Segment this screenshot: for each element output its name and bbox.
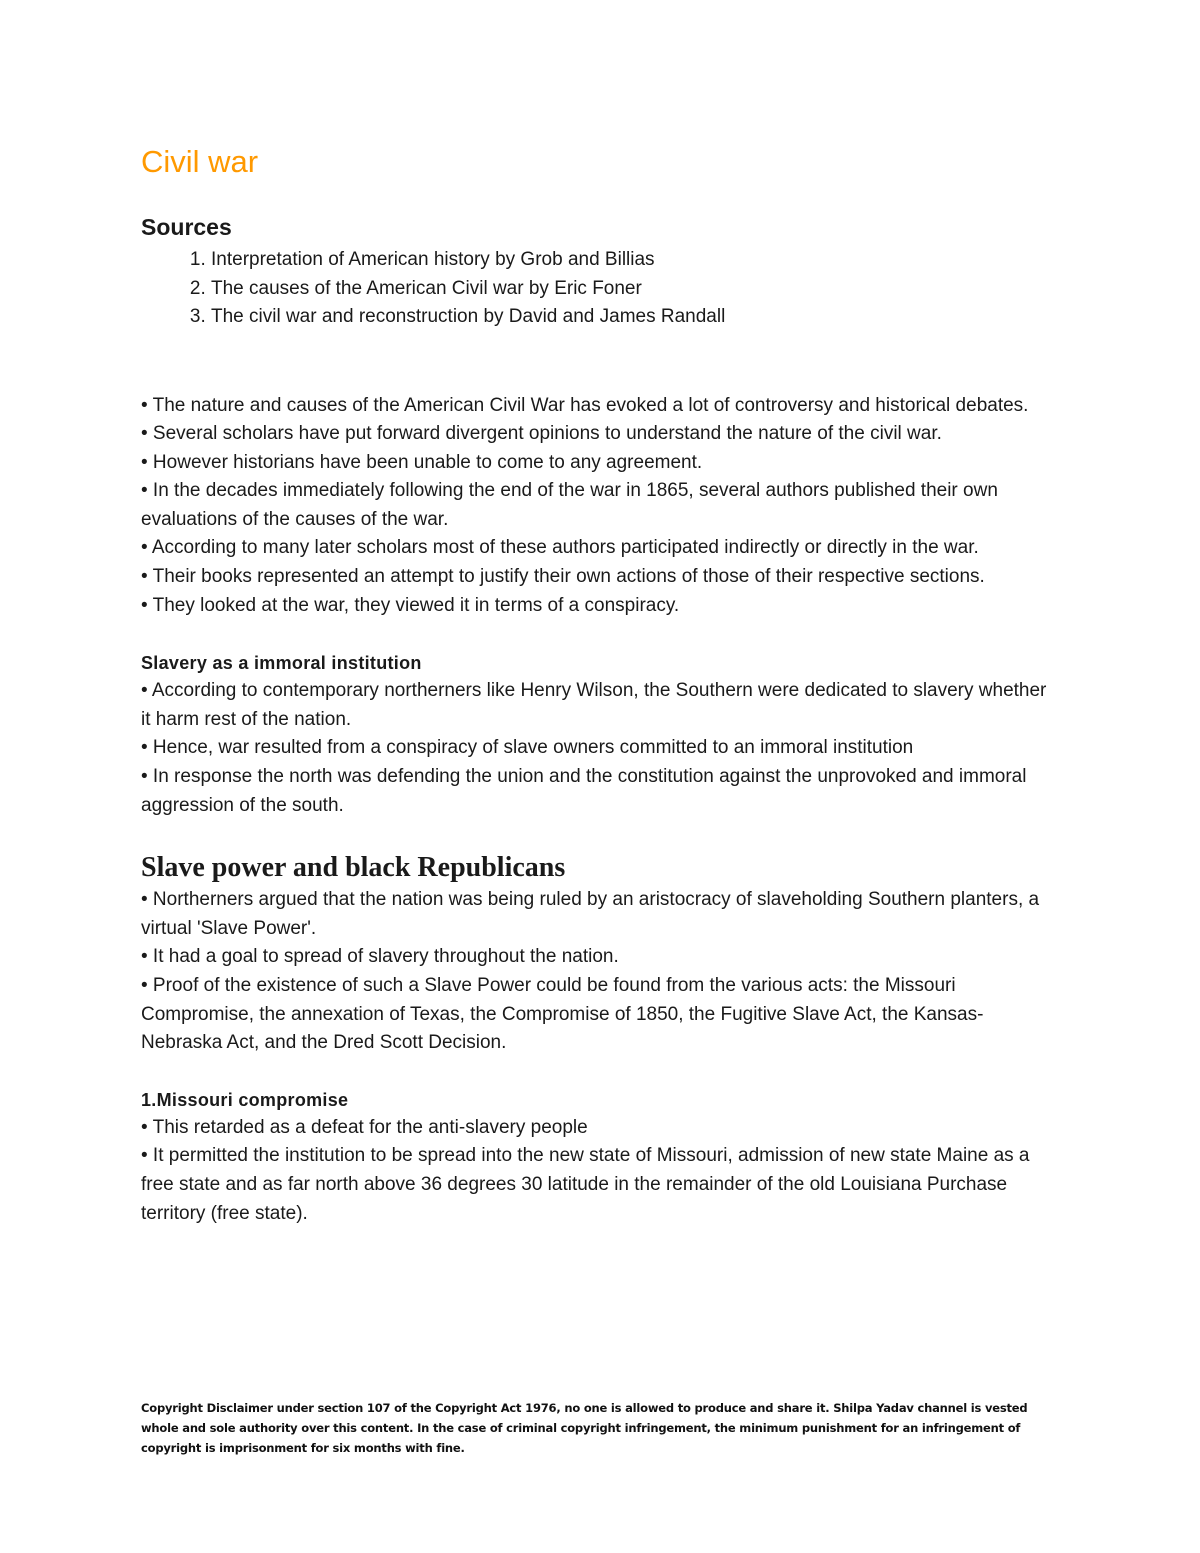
intro-bullet: • The nature and causes of the American Civil War has evoked a lot of controversy and historical debates.: [141, 394, 1029, 416]
slavery-bullet: • In response the north was defending the union and the constitution against the unprovoked and immoral aggression of the south.: [141, 766, 1027, 816]
source-item: 3. The civil war and reconstruction by David and James Randall: [211, 303, 1061, 332]
intro-bullet: • According to many later scholars most of these authors participated indirectly or directly in the war.: [141, 537, 979, 559]
slavery-bullet: • According to contemporary northerners like Henry Wilson, the Southern were dedicated to slavery whether it harm rest of the nation.: [141, 680, 1047, 730]
source-item: 2. The causes of the American Civil war by Eric Foner: [211, 275, 1061, 304]
slave-power-bullet: • It had a goal to spread of slavery throughout the nation.: [141, 946, 619, 968]
intro-bullet: • However historians have been unable to come to any agreement.: [141, 451, 703, 473]
slavery-section: [141, 677, 1061, 820]
intro-section: [141, 392, 1061, 621]
missouri-heading: 1.Missouri compromise: [141, 1089, 349, 1110]
intro-bullet: • In the decades immediately following the end of the war in 1865, several authors published their own evaluations of the causes of the war.: [141, 480, 998, 530]
missouri-bullet: • This retarded as a defeat for the anti-slavery people: [141, 1116, 588, 1138]
slave-power-bullet: • Northerners argued that the nation was being ruled by an aristocracy of slaveholding Southern planters, a virtual 'Slave Power'.: [141, 889, 1040, 939]
sources-list: [141, 246, 1061, 332]
slave-power-section: [141, 886, 1061, 1058]
sources-heading: Sources: [141, 214, 232, 240]
intro-bullet: • They looked at the war, they viewed it in terms of a conspiracy.: [141, 594, 680, 616]
intro-bullet: • Their books represented an attempt to justify their own actions of those of their respective sections.: [141, 566, 985, 588]
missouri-bullet: • It permitted the institution to be spread into the new state of Missouri, admission of new state Maine as a free state and as far north above 36 degrees 30 latitude in the remainder of the old Louisiana Purchase territory (free state).: [141, 1145, 1030, 1224]
source-item: 1. Interpretation of American history by Grob and Billias: [211, 246, 1061, 275]
slavery-heading: Slavery as a immoral institution: [141, 653, 422, 674]
intro-bullet: • Several scholars have put forward divergent opinions to understand the nature of the civil war.: [141, 423, 942, 445]
slavery-bullet: • Hence, war resulted from a conspiracy of slave owners committed to an immoral institution: [141, 737, 914, 759]
slave-power-heading: Slave power and black Republicans: [141, 852, 566, 884]
missouri-section: [141, 1114, 1061, 1228]
slave-power-bullet: • Proof of the existence of such a Slave Power could be found from the various acts: the Missouri Compromise, the annexation of Texas, the Compromise of 1850, the Fugitive Slave Act, the Kansas-Nebraska Act, and the Dred Scott Decision.: [141, 975, 984, 1054]
document-title: Civil war: [141, 144, 259, 179]
copyright-disclaimer: Copyright Disclaimer under section 107 of the Copyright Act 1976, no one is allowed to produce and share it. Shilpa Yadav channel is vested whole and sole authority over this content. In the case of criminal copyright infringement, the minimum punishment for an infringement of copyright is imprisonment for six months with fine.: [141, 1401, 1028, 1455]
document-page: [141, 140, 1061, 1228]
